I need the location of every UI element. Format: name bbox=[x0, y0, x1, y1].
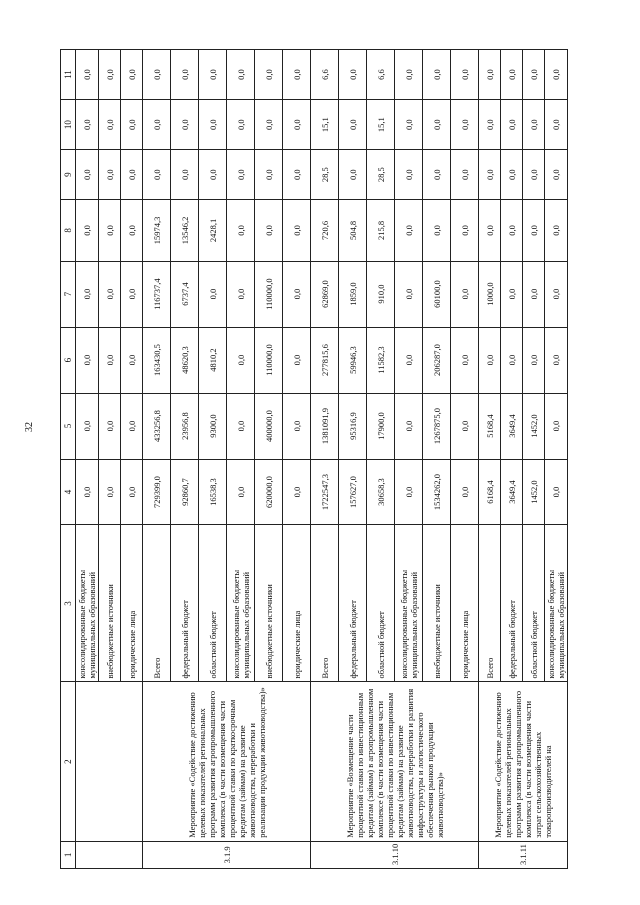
amount-cell: 0,0 bbox=[501, 100, 523, 150]
amount-cell: 0,0 bbox=[423, 150, 451, 200]
amount-cell: 110000,0 bbox=[255, 327, 283, 393]
amount-cell: 0,0 bbox=[76, 200, 99, 261]
measure-description: Мероприятие «Содействие достижению целевых показателей региональных программ развития агропромышленного комплекса (в части возмещения части затрат сельскохозяйственных товаропроизводителей на bbox=[479, 682, 568, 841]
amount-cell: 6,6 bbox=[367, 50, 395, 100]
column-number: 5 bbox=[61, 393, 76, 459]
amount-cell: 0,0 bbox=[283, 200, 311, 261]
amount-cell: 0,0 bbox=[143, 50, 171, 100]
amount-cell: 0,0 bbox=[395, 327, 423, 393]
funding-source: юридические лица bbox=[283, 525, 311, 682]
amount-cell: 620000,0 bbox=[255, 459, 283, 525]
amount-cell: 1381091,9 bbox=[311, 393, 339, 459]
amount-cell: 0,0 bbox=[227, 459, 255, 525]
amount-cell: 0,0 bbox=[199, 50, 227, 100]
amount-cell: 0,0 bbox=[545, 393, 568, 459]
amount-cell: 95316,9 bbox=[339, 393, 367, 459]
amount-cell: 0,0 bbox=[76, 327, 99, 393]
rotated-table-container bbox=[60, 49, 580, 869]
funding-source: Всего bbox=[479, 525, 501, 682]
amount-cell: 0,0 bbox=[143, 100, 171, 150]
amount-cell: 0,0 bbox=[227, 393, 255, 459]
amount-cell: 0,0 bbox=[283, 327, 311, 393]
column-number: 1 bbox=[61, 841, 76, 868]
amount-cell: 0,0 bbox=[451, 393, 479, 459]
amount-cell: 0,0 bbox=[523, 261, 545, 327]
amount-cell: 28,5 bbox=[367, 150, 395, 200]
amount-cell: 0,0 bbox=[423, 200, 451, 261]
amount-cell: 0,0 bbox=[283, 50, 311, 100]
amount-cell: 0,0 bbox=[395, 200, 423, 261]
amount-cell: 0,0 bbox=[99, 150, 121, 200]
amount-cell: 0,0 bbox=[199, 100, 227, 150]
amount-cell: 13546,2 bbox=[171, 200, 199, 261]
amount-cell: 1000,0 bbox=[479, 261, 501, 327]
amount-cell: 0,0 bbox=[121, 393, 143, 459]
funding-source: консолидированные бюджеты муниципальных образований bbox=[395, 525, 423, 682]
amount-cell: 6,6 bbox=[311, 50, 339, 100]
amount-cell: 48620,3 bbox=[171, 327, 199, 393]
amount-cell: 400000,0 bbox=[255, 393, 283, 459]
amount-cell: 206287,0 bbox=[423, 327, 451, 393]
funding-source: юридические лица bbox=[121, 525, 143, 682]
amount-cell: 0,0 bbox=[121, 459, 143, 525]
amount-cell: 0,0 bbox=[501, 327, 523, 393]
amount-cell: 15,1 bbox=[367, 100, 395, 150]
amount-cell: 433256,8 bbox=[143, 393, 171, 459]
amount-cell: 0,0 bbox=[545, 200, 568, 261]
amount-cell: 6737,4 bbox=[171, 261, 199, 327]
financing-table bbox=[60, 49, 568, 869]
funding-source: федеральный бюджет bbox=[339, 525, 367, 682]
amount-cell: 0,0 bbox=[227, 327, 255, 393]
amount-cell: 0,0 bbox=[523, 100, 545, 150]
table-row bbox=[143, 50, 171, 869]
amount-cell: 0,0 bbox=[545, 50, 568, 100]
amount-cell: 1534262,0 bbox=[423, 459, 451, 525]
amount-cell: 0,0 bbox=[395, 261, 423, 327]
amount-cell: 3649,4 bbox=[501, 459, 523, 525]
amount-cell: 6168,4 bbox=[479, 459, 501, 525]
amount-cell: 0,0 bbox=[143, 150, 171, 200]
amount-cell: 0,0 bbox=[283, 261, 311, 327]
amount-cell: 720,6 bbox=[311, 200, 339, 261]
amount-cell: 0,0 bbox=[76, 100, 99, 150]
table-row bbox=[76, 50, 99, 869]
amount-cell: 116737,4 bbox=[143, 261, 171, 327]
amount-cell: 1452,0 bbox=[523, 459, 545, 525]
amount-cell: 23956,8 bbox=[171, 393, 199, 459]
column-number: 8 bbox=[61, 200, 76, 261]
amount-cell: 0,0 bbox=[479, 100, 501, 150]
amount-cell: 0,0 bbox=[255, 200, 283, 261]
amount-cell: 0,0 bbox=[227, 200, 255, 261]
amount-cell: 0,0 bbox=[501, 261, 523, 327]
funding-source: федеральный бюджет bbox=[171, 525, 199, 682]
amount-cell: 0,0 bbox=[76, 50, 99, 100]
amount-cell: 0,0 bbox=[283, 150, 311, 200]
amount-cell: 0,0 bbox=[501, 50, 523, 100]
funding-source: Всего bbox=[311, 525, 339, 682]
amount-cell: 277815,6 bbox=[311, 327, 339, 393]
amount-cell: 0,0 bbox=[451, 261, 479, 327]
column-number: 9 bbox=[61, 150, 76, 200]
amount-cell: 9300,0 bbox=[199, 393, 227, 459]
amount-cell: 3649,4 bbox=[501, 393, 523, 459]
amount-cell: 0,0 bbox=[545, 261, 568, 327]
amount-cell: 5168,4 bbox=[479, 393, 501, 459]
amount-cell: 504,8 bbox=[339, 200, 367, 261]
amount-cell: 0,0 bbox=[76, 393, 99, 459]
amount-cell: 0,0 bbox=[339, 100, 367, 150]
amount-cell: 0,0 bbox=[76, 459, 99, 525]
column-number: 6 bbox=[61, 327, 76, 393]
amount-cell: 0,0 bbox=[121, 327, 143, 393]
amount-cell: 0,0 bbox=[451, 150, 479, 200]
funding-source: областной бюджет bbox=[523, 525, 545, 682]
measure-description bbox=[76, 682, 143, 841]
amount-cell: 0,0 bbox=[199, 261, 227, 327]
amount-cell: 729399,0 bbox=[143, 459, 171, 525]
amount-cell: 0,0 bbox=[255, 50, 283, 100]
amount-cell: 0,0 bbox=[99, 459, 121, 525]
amount-cell: 0,0 bbox=[227, 261, 255, 327]
amount-cell: 1722547,3 bbox=[311, 459, 339, 525]
measure-code: 3.1.10 bbox=[311, 841, 479, 868]
amount-cell: 0,0 bbox=[339, 150, 367, 200]
amount-cell: 0,0 bbox=[395, 150, 423, 200]
amount-cell: 0,0 bbox=[423, 100, 451, 150]
amount-cell: 157627,0 bbox=[339, 459, 367, 525]
amount-cell: 0,0 bbox=[451, 327, 479, 393]
funding-source: областной бюджет bbox=[367, 525, 395, 682]
amount-cell: 0,0 bbox=[451, 459, 479, 525]
amount-cell: 0,0 bbox=[479, 50, 501, 100]
funding-source: внебюджетные источники bbox=[255, 525, 283, 682]
funding-source: консолидированные бюджеты муниципальных образований bbox=[545, 525, 568, 682]
amount-cell: 0,0 bbox=[76, 150, 99, 200]
funding-source: внебюджетные источники bbox=[99, 525, 121, 682]
amount-cell: 0,0 bbox=[121, 100, 143, 150]
amount-cell: 0,0 bbox=[339, 50, 367, 100]
amount-cell: 17900,0 bbox=[367, 393, 395, 459]
amount-cell: 0,0 bbox=[171, 150, 199, 200]
table-row bbox=[311, 50, 339, 869]
column-number: 2 bbox=[61, 682, 76, 841]
amount-cell: 0,0 bbox=[99, 200, 121, 261]
amount-cell: 0,0 bbox=[99, 50, 121, 100]
amount-cell: 0,0 bbox=[479, 327, 501, 393]
measure-code bbox=[76, 841, 143, 868]
amount-cell: 0,0 bbox=[395, 393, 423, 459]
measure-description: Мероприятие «Содействие достижению целевых показателей региональных программ развития агропромышленного комплекса (в части возмещения части процентной ставки по краткосрочным кредитам (займам) на развитие животноводства, переработки и реализации продукции животноводства)» bbox=[143, 682, 311, 841]
amount-cell: 215,8 bbox=[367, 200, 395, 261]
amount-cell: 0,0 bbox=[121, 50, 143, 100]
amount-cell: 0,0 bbox=[545, 459, 568, 525]
amount-cell: 0,0 bbox=[283, 100, 311, 150]
column-number: 11 bbox=[61, 50, 76, 100]
amount-cell: 0,0 bbox=[451, 50, 479, 100]
column-number: 3 bbox=[61, 525, 76, 682]
amount-cell: 0,0 bbox=[501, 150, 523, 200]
amount-cell: 0,0 bbox=[227, 50, 255, 100]
measure-code: 3.1.11 bbox=[479, 841, 568, 868]
amount-cell: 0,0 bbox=[545, 327, 568, 393]
amount-cell: 1859,0 bbox=[339, 261, 367, 327]
amount-cell: 0,0 bbox=[423, 50, 451, 100]
amount-cell: 0,0 bbox=[501, 200, 523, 261]
amount-cell: 1452,0 bbox=[523, 393, 545, 459]
amount-cell: 0,0 bbox=[255, 150, 283, 200]
amount-cell: 0,0 bbox=[451, 200, 479, 261]
amount-cell: 2428,1 bbox=[199, 200, 227, 261]
amount-cell: 910,0 bbox=[367, 261, 395, 327]
table-header-row bbox=[61, 50, 76, 869]
amount-cell: 0,0 bbox=[76, 261, 99, 327]
amount-cell: 0,0 bbox=[121, 261, 143, 327]
amount-cell: 0,0 bbox=[479, 150, 501, 200]
amount-cell: 0,0 bbox=[227, 100, 255, 150]
amount-cell: 0,0 bbox=[99, 327, 121, 393]
amount-cell: 0,0 bbox=[283, 393, 311, 459]
amount-cell: 0,0 bbox=[395, 50, 423, 100]
amount-cell: 15974,3 bbox=[143, 200, 171, 261]
amount-cell: 0,0 bbox=[523, 200, 545, 261]
column-number: 7 bbox=[61, 261, 76, 327]
amount-cell: 92860,7 bbox=[171, 459, 199, 525]
amount-cell: 0,0 bbox=[171, 100, 199, 150]
amount-cell: 0,0 bbox=[99, 393, 121, 459]
measure-code: 3.1.9 bbox=[143, 841, 311, 868]
funding-source: юридические лица bbox=[451, 525, 479, 682]
amount-cell: 0,0 bbox=[99, 261, 121, 327]
amount-cell: 163430,5 bbox=[143, 327, 171, 393]
amount-cell: 0,0 bbox=[99, 100, 121, 150]
funding-source: консолидированные бюджеты муниципальных образований bbox=[76, 525, 99, 682]
table-row bbox=[479, 50, 501, 869]
page-number: 32 bbox=[24, 422, 35, 432]
amount-cell: 0,0 bbox=[479, 200, 501, 261]
amount-cell: 4810,2 bbox=[199, 327, 227, 393]
amount-cell: 11582,3 bbox=[367, 327, 395, 393]
amount-cell: 59946,3 bbox=[339, 327, 367, 393]
column-number: 10 bbox=[61, 100, 76, 150]
amount-cell: 16538,3 bbox=[199, 459, 227, 525]
amount-cell: 0,0 bbox=[199, 150, 227, 200]
funding-source: Всего bbox=[143, 525, 171, 682]
amount-cell: 0,0 bbox=[255, 100, 283, 150]
amount-cell: 15,1 bbox=[311, 100, 339, 150]
amount-cell: 0,0 bbox=[523, 327, 545, 393]
amount-cell: 28,5 bbox=[311, 150, 339, 200]
column-number: 4 bbox=[61, 459, 76, 525]
funding-source: областной бюджет bbox=[199, 525, 227, 682]
amount-cell: 0,0 bbox=[395, 459, 423, 525]
amount-cell: 1267875,0 bbox=[423, 393, 451, 459]
amount-cell: 60100,0 bbox=[423, 261, 451, 327]
funding-source: федеральный бюджет bbox=[501, 525, 523, 682]
amount-cell: 0,0 bbox=[523, 50, 545, 100]
measure-description: Мероприятие «Возмещение части процентной ставки по инвестиционным кредитам (займам) в агропромышленном комплексе (в части возмещения части процентной ставки по инвестиционным кредитам (займам) на развитие животноводства, переработки и развития инфраструктуры и логистического обеспечения рынков продукции животноводства)» bbox=[311, 682, 479, 841]
amount-cell: 0,0 bbox=[121, 200, 143, 261]
amount-cell: 110000,0 bbox=[255, 261, 283, 327]
funding-source: внебюджетные источники bbox=[423, 525, 451, 682]
amount-cell: 30658,3 bbox=[367, 459, 395, 525]
funding-source: консолидированные бюджеты муниципальных образований bbox=[227, 525, 255, 682]
amount-cell: 0,0 bbox=[451, 100, 479, 150]
amount-cell: 0,0 bbox=[545, 100, 568, 150]
amount-cell: 62869,0 bbox=[311, 261, 339, 327]
amount-cell: 0,0 bbox=[545, 150, 568, 200]
amount-cell: 0,0 bbox=[283, 459, 311, 525]
amount-cell: 0,0 bbox=[395, 100, 423, 150]
amount-cell: 0,0 bbox=[227, 150, 255, 200]
amount-cell: 0,0 bbox=[121, 150, 143, 200]
amount-cell: 0,0 bbox=[171, 50, 199, 100]
amount-cell: 0,0 bbox=[523, 150, 545, 200]
